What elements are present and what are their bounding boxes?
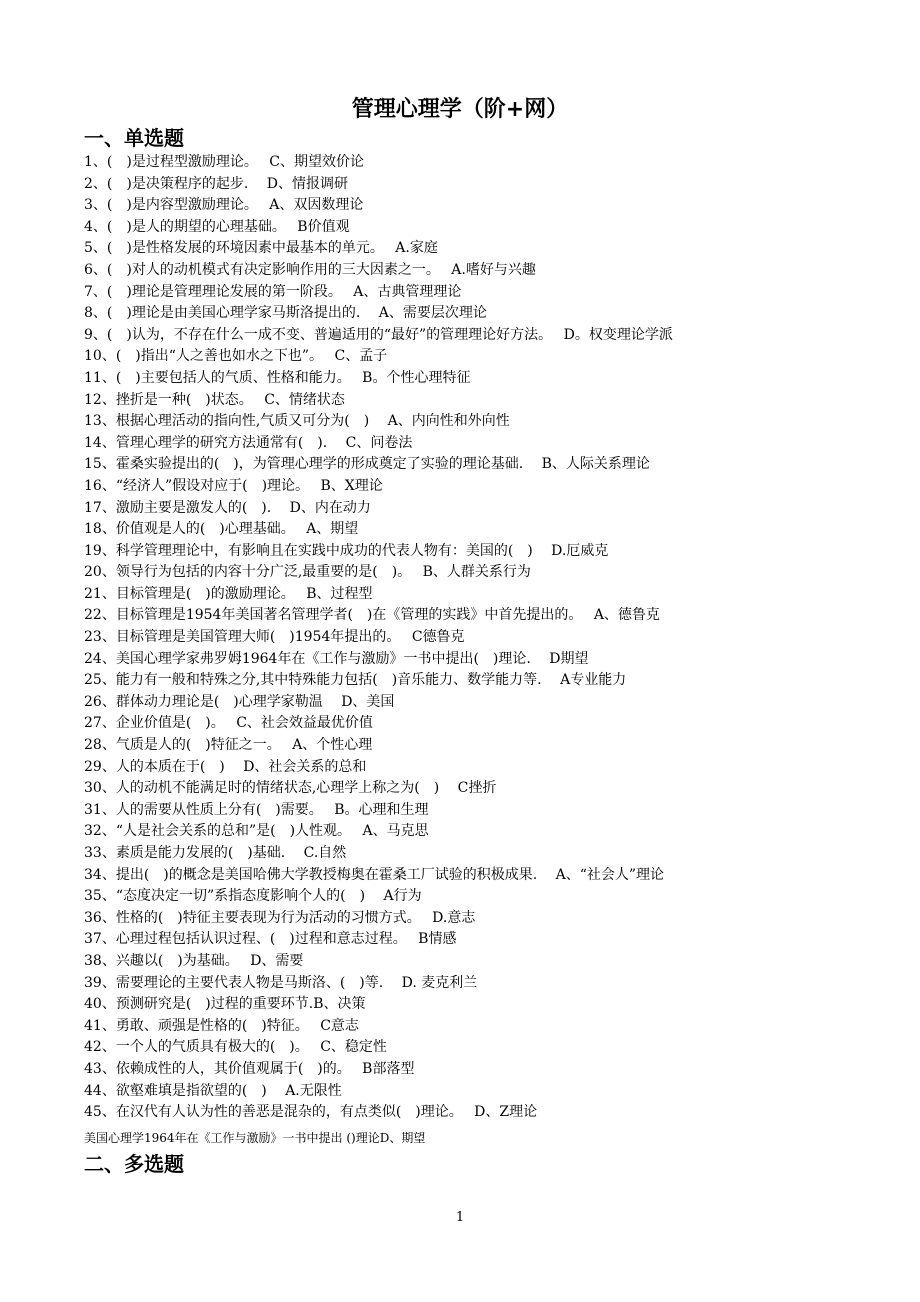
question-item: 43、依赖成性的人，其价值观属于( )的。 B部落型 (84, 1060, 415, 1077)
question-item: 17、激励主要是激发人的( ). D、内在动力 (84, 499, 371, 516)
question-item: 1、( )是过程型激励理论。 C、期望效价论 (84, 154, 364, 170)
question-item: 27、企业价值是( )。 C、社会效益最优价值 (84, 715, 373, 732)
question-item: 37、心理过程包括认识过程、( )过程和意志过程。 B情感 (84, 931, 457, 948)
question-item: 2、( )是决策程序的起步. D、情报调研 (84, 175, 348, 192)
question-item: 33、素质是能力发展的( )基础. C.自然 (84, 845, 347, 861)
question-item: 24、美国心理学家弗罗姆1964年在《工作与激励》一书中提出( )理论. D期望 (84, 650, 589, 667)
question-item: 38、兴趣以( )为基础。 D、需要 (84, 952, 304, 969)
page-number: 1 (455, 1210, 465, 1225)
section-heading-multiple-choice: 二、多选题 (84, 1152, 184, 1176)
question-item: 22、目标管理是1954年美国著名管理学者( )在《管理的实践》中首先提出的。 A、德鲁克 (84, 607, 660, 624)
question-item: 3、( )是内容型激励理论。 A、双因数理论 (84, 197, 364, 214)
question-item: 7、( )理论是管理理论发展的第一阶段。 A、古典管理理论 (84, 283, 462, 300)
question-item: 5、( )是性格发展的环境因素中最基本的单元。 A.家庭 (84, 240, 438, 257)
question-item: 44、欲壑难填是指欲望的( ) A.无限性 (84, 1082, 342, 1099)
question-item: 6、( )对人的动机模式有决定影响作用的三大因素之一。 A.嗜好与兴趣 (84, 261, 536, 278)
question-item: 30、人的动机不能满足时的情绪状态,心理学上称之为( ) C挫折 (84, 780, 497, 797)
question-item: 19、科学管理理论中，有影响且在实践中成功的代表人物有：美国的( ) D.厄威克 (84, 542, 609, 559)
question-item: 10、( )指出“人之善也如水之下也”。 C、孟子 (84, 348, 388, 365)
question-item: 25、能力有一般和特殊之分,其中特殊能力包括( )音乐能力、数学能力等. A专业能力 (84, 672, 627, 689)
question-item: 16、“经济人”假设对应于( )理论。 B、X理论 (84, 477, 383, 494)
question-item: 20、领导行为包括的内容十分广泛,最重要的是( )。 B、人群关系行为 (84, 564, 531, 581)
question-item: 9、( )认为，不存在什么一成不变、普遍适用的“最好”的管理理论好方法。 D。权变理论学派 (84, 326, 673, 343)
question-item: 4、( )是人的期望的心理基础。 B价值观 (84, 218, 350, 235)
question-item: 14、管理心理学的研究方法通常有( ). C、问卷法 (84, 434, 413, 451)
question-item: 39、需要理论的主要代表人物是马斯洛、( )等. D. 麦克利兰 (84, 974, 478, 991)
footnote-line: 美国心理学1964年在《工作与激励》一书中提出 ()理论D、期望 (84, 1131, 426, 1145)
question-list (84, 152, 844, 1124)
document-title: 管理心理学（阶+网） (351, 97, 569, 122)
question-item: 13、根据心理活动的指向性,气质又可分为( ) A、内向性和外向性 (84, 413, 510, 430)
question-item: 35、“态度决定一切”系指态度影响个人的( ) A行为 (84, 888, 422, 905)
question-item: 32、“人是社会关系的总和”是( )人性观。 A、马克思 (84, 823, 429, 840)
question-item: 40、预测研究是( )过程的重要环节.B、决策 (84, 996, 366, 1013)
question-item: 36、性格的( )特征主要表现为行为活动的习惯方式。 D.意志 (84, 909, 476, 926)
question-item: 42、一个人的气质具有极大的( )。 C、稳定性 (84, 1039, 387, 1056)
question-item: 18、价值观是人的( )心理基础。 A、期望 (84, 521, 359, 538)
question-item: 34、提出( )的概念是美国哈佛大学教授梅奥在霍桑工厂试验的积极成果. A、“社会人”理论 (84, 866, 665, 883)
question-item: 21、目标管理是( )的激励理论。 B、过程型 (84, 585, 373, 602)
question-item: 12、挫折是一种( )状态。 C、情绪状态 (84, 391, 345, 408)
question-item: 11、( )主要包括人的气质、性格和能力。 B。个性心理特征 (84, 369, 471, 386)
question-item: 26、群体动力理论是( )心理学家勒温 D、美国 (84, 693, 395, 710)
question-item: 31、人的需要从性质上分有( )需要。 B。心理和生理 (84, 801, 429, 818)
question-item: 41、勇敢、顽强是性格的( )特征。 C意志 (84, 1017, 359, 1034)
question-item: 29、人的本质在于( ) D、社会关系的总和 (84, 758, 367, 775)
question-item: 8、( )理论是由美国心理学家马斯洛提出的. A、需要层次理论 (84, 305, 487, 322)
question-item: 23、目标管理是美国管理大师( )1954年提出的。 C德鲁克 (84, 629, 465, 646)
section-heading-single-choice: 一、单选题 (84, 126, 184, 150)
question-item: 45、在汉代有人认为性的善恶是混杂的，有点类似( )理论。 D、Z理论 (84, 1104, 538, 1121)
question-item: 28、气质是人的( )特征之一。 A、个性心理 (84, 737, 373, 754)
question-item: 15、霍桑实验提出的( )，为管理心理学的形成奠定了实验的理论基础. B、人际关系理论 (84, 456, 650, 473)
